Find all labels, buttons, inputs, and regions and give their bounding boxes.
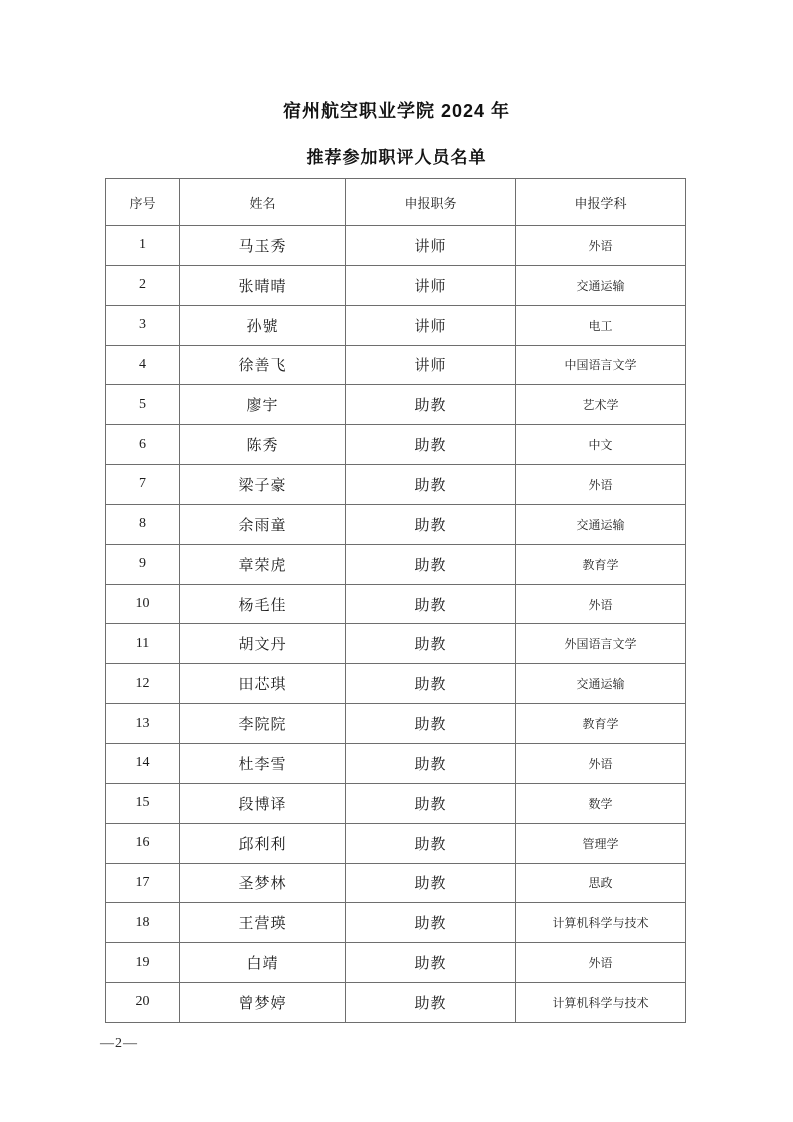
cell-subject: 交通运输	[516, 504, 686, 544]
cell-subject: 外语	[516, 226, 686, 266]
cell-name: 马玉秀	[180, 226, 346, 266]
table-row	[106, 664, 686, 704]
cell-subject: 数学	[516, 783, 686, 823]
cell-name: 孙號	[180, 305, 346, 345]
cell-index: 1	[106, 226, 180, 266]
cell-subject: 外语	[516, 584, 686, 624]
cell-subject: 电工	[516, 305, 686, 345]
cell-subject: 计算机科学与技术	[516, 983, 686, 1023]
cell-position: 讲师	[346, 305, 516, 345]
cell-position: 助教	[346, 743, 516, 783]
cell-name: 王营瑛	[180, 903, 346, 943]
cell-index: 16	[106, 823, 180, 863]
cell-index: 14	[106, 743, 180, 783]
cell-subject: 教育学	[516, 704, 686, 744]
cell-name: 胡文丹	[180, 624, 346, 664]
cell-index: 11	[106, 624, 180, 664]
personnel-table	[105, 178, 686, 1023]
table-row	[106, 863, 686, 903]
cell-name: 圣梦林	[180, 863, 346, 903]
cell-index: 5	[106, 385, 180, 425]
cell-position: 讲师	[346, 345, 516, 385]
cell-name: 徐善飞	[180, 345, 346, 385]
cell-subject: 交通运输	[516, 664, 686, 704]
cell-index: 7	[106, 465, 180, 505]
column-header-index: 序号	[106, 179, 180, 226]
cell-index: 4	[106, 345, 180, 385]
cell-position: 助教	[346, 704, 516, 744]
cell-position: 助教	[346, 544, 516, 584]
table-row	[106, 265, 686, 305]
cell-position: 助教	[346, 943, 516, 983]
cell-name: 余雨童	[180, 504, 346, 544]
cell-subject: 外语	[516, 465, 686, 505]
cell-name: 曾梦婷	[180, 983, 346, 1023]
table-body	[106, 226, 686, 1023]
page-number: —2—	[100, 1036, 138, 1051]
cell-subject: 交通运输	[516, 265, 686, 305]
cell-index: 15	[106, 783, 180, 823]
cell-subject: 艺术学	[516, 385, 686, 425]
table-row	[106, 783, 686, 823]
cell-position: 助教	[346, 863, 516, 903]
cell-name: 段博译	[180, 783, 346, 823]
cell-subject: 中国语言文学	[516, 345, 686, 385]
cell-subject: 外语	[516, 743, 686, 783]
cell-name: 张晴晴	[180, 265, 346, 305]
cell-index: 18	[106, 903, 180, 943]
cell-name: 陈秀	[180, 425, 346, 465]
table-row	[106, 983, 686, 1023]
cell-position: 助教	[346, 584, 516, 624]
table-row	[106, 584, 686, 624]
cell-index: 10	[106, 584, 180, 624]
document-subtitle: 推荐参加职评人员名单	[306, 148, 487, 167]
cell-position: 讲师	[346, 226, 516, 266]
cell-position: 助教	[346, 903, 516, 943]
cell-name: 梁子豪	[180, 465, 346, 505]
table-row	[106, 305, 686, 345]
cell-name: 田芯琪	[180, 664, 346, 704]
cell-position: 助教	[346, 664, 516, 704]
cell-name: 杨毛佳	[180, 584, 346, 624]
table-header-row	[106, 179, 686, 226]
cell-position: 助教	[346, 983, 516, 1023]
table-row	[106, 743, 686, 783]
cell-position: 助教	[346, 504, 516, 544]
document-title: 宿州航空职业学院 2024 年	[282, 101, 511, 121]
cell-position: 助教	[346, 465, 516, 505]
cell-position: 助教	[346, 425, 516, 465]
table-row	[106, 385, 686, 425]
table-row	[106, 704, 686, 744]
cell-name: 廖宇	[180, 385, 346, 425]
table-row	[106, 226, 686, 266]
cell-subject: 思政	[516, 863, 686, 903]
cell-subject: 中文	[516, 425, 686, 465]
cell-position: 助教	[346, 385, 516, 425]
cell-position: 讲师	[346, 265, 516, 305]
table-row	[106, 465, 686, 505]
cell-subject: 计算机科学与技术	[516, 903, 686, 943]
cell-index: 3	[106, 305, 180, 345]
table-row	[106, 425, 686, 465]
table-row	[106, 624, 686, 664]
cell-index: 6	[106, 425, 180, 465]
table-row	[106, 345, 686, 385]
table-row	[106, 943, 686, 983]
table-row	[106, 823, 686, 863]
cell-index: 2	[106, 265, 180, 305]
cell-position: 助教	[346, 783, 516, 823]
column-header-position: 申报职务	[346, 179, 516, 226]
table-header	[106, 179, 686, 226]
cell-name: 杜李雪	[180, 743, 346, 783]
cell-index: 13	[106, 704, 180, 744]
cell-index: 9	[106, 544, 180, 584]
table-row	[106, 903, 686, 943]
cell-index: 17	[106, 863, 180, 903]
cell-index: 20	[106, 983, 180, 1023]
cell-name: 李院院	[180, 704, 346, 744]
cell-name: 章荣虎	[180, 544, 346, 584]
cell-position: 助教	[346, 624, 516, 664]
cell-subject: 教育学	[516, 544, 686, 584]
cell-subject: 外国语言文学	[516, 624, 686, 664]
cell-subject: 管理学	[516, 823, 686, 863]
cell-name: 白靖	[180, 943, 346, 983]
table-row	[106, 504, 686, 544]
table-row	[106, 544, 686, 584]
cell-index: 19	[106, 943, 180, 983]
cell-index: 8	[106, 504, 180, 544]
cell-index: 12	[106, 664, 180, 704]
cell-name: 邱利利	[180, 823, 346, 863]
column-header-name: 姓名	[180, 179, 346, 226]
cell-position: 助教	[346, 823, 516, 863]
column-header-subject: 申报学科	[516, 179, 686, 226]
cell-subject: 外语	[516, 943, 686, 983]
